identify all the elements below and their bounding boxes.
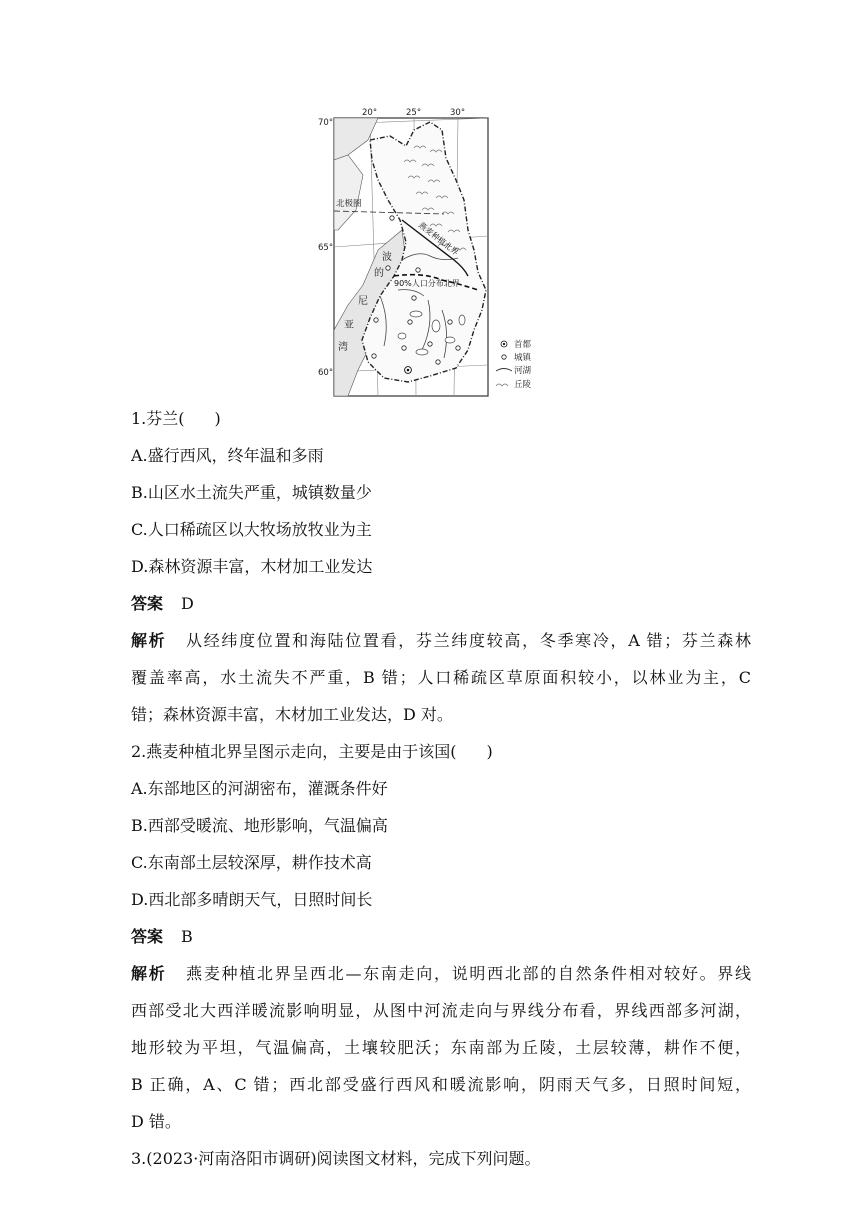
question-1-analysis-line-3: 错；森林资源丰富，木材加工业发达，D 对。	[131, 705, 453, 724]
legend-label-hill: 丘陵	[514, 380, 532, 390]
answer-value: D	[181, 594, 194, 613]
gulf-label-4: 亚	[344, 320, 354, 331]
gulf-label-2: 的	[374, 268, 384, 279]
question-2-option-a[interactable]: A.东部地区的河湖密布，灌溉条件好	[131, 779, 388, 798]
gulf-label-1: 波	[382, 252, 392, 263]
question-2-analysis-line-4: B 正确，A、C 错；西北部受盛行西风和暖流影响，阴雨天气多，日照时间短，	[131, 1075, 751, 1094]
question-2-stem: 2.燕麦种植北界呈图示走向，主要是由于该国( )	[131, 742, 493, 761]
question-2-analysis-line-5: D 错。	[131, 1112, 181, 1131]
answer-label: 答案	[131, 594, 164, 613]
population-line-label: 90%人口分布北界	[394, 279, 460, 288]
river-lake-icon	[496, 369, 512, 372]
question-2-option-b[interactable]: B.西部受暖流、地形影响，气温偏高	[131, 816, 388, 835]
question-2-option-d[interactable]: D.西北部多晴朗天气，日照时间长	[131, 890, 373, 909]
arctic-circle-label: 北极圈	[336, 199, 362, 209]
lon-label-30: 30°	[450, 108, 466, 118]
gulf-label-3: 尼	[358, 296, 368, 307]
finland-map	[318, 100, 558, 398]
question-3-stem: 3.(2023·河南洛阳市调研)阅读图文材料，完成下列问题。	[131, 1149, 541, 1168]
question-1-answer	[131, 585, 751, 622]
lat-label-70: 70°	[318, 118, 334, 128]
question-1-option-c[interactable]: C.人口稀疏区以大牧场放牧业为主	[131, 520, 372, 539]
question-1-stem: 1.芬兰( )	[131, 409, 221, 428]
question-2-answer	[131, 918, 751, 955]
gulf-label-5: 湾	[338, 342, 348, 353]
question-1-option-a[interactable]: A.盛行西风，终年温和多雨	[131, 446, 324, 465]
question-1-analysis-line-2: 覆盖率高，水土流失不严重，B 错；人口稀疏区草原面积较小，以林业为主，C	[131, 668, 751, 687]
lon-label-25: 25°	[406, 108, 422, 118]
question-2-analysis-line-3: 地形较为平坦，气温偏高，土壤较肥沃；东南部为丘陵，土层较薄，耕作不便，	[131, 1038, 751, 1057]
map-legend	[496, 339, 532, 390]
hill-icon	[496, 384, 508, 386]
question-2-analysis-line-1: 解析 燕麦种植北界呈西北—东南走向，说明西北部的自然条件相对较好。界线	[131, 964, 751, 983]
question-body	[131, 400, 751, 1177]
town-icon	[502, 355, 506, 359]
lat-label-60: 60°	[318, 368, 334, 378]
question-1-option-b[interactable]: B.山区水土流失严重，城镇数量少	[131, 483, 372, 502]
question-2-analysis-line-2: 西部受北大西洋暖流影响明显，从图中河流走向与界线分布看，界线西部多河湖，	[131, 1001, 751, 1020]
oat-line-label: 燕麦种植北界	[416, 220, 461, 258]
question-1-option-d[interactable]: D.森林资源丰富，木材加工业发达	[131, 557, 373, 576]
question-2-option-c[interactable]: C.东南部土层较深厚，耕作技术高	[131, 853, 372, 872]
legend-label-town: 城镇	[514, 353, 532, 363]
capital-marker	[405, 367, 412, 374]
finland-map-figure	[318, 100, 558, 398]
answer-value: B	[181, 927, 193, 946]
question-1-analysis-line-1: 解析 从经纬度位置和海陆位置看，芬兰纬度较高，冬季寒冷，A 错；芬兰森林	[131, 631, 751, 650]
analysis-label: 解析	[131, 631, 167, 650]
lon-label-20: 20°	[362, 108, 378, 118]
capital-icon	[501, 341, 507, 347]
lat-label-65: 65°	[318, 243, 334, 253]
legend-label-capital: 首都	[514, 340, 532, 350]
legend-label-river: 河湖	[514, 366, 532, 376]
answer-label: 答案	[131, 927, 164, 946]
analysis-label: 解析	[131, 964, 167, 983]
